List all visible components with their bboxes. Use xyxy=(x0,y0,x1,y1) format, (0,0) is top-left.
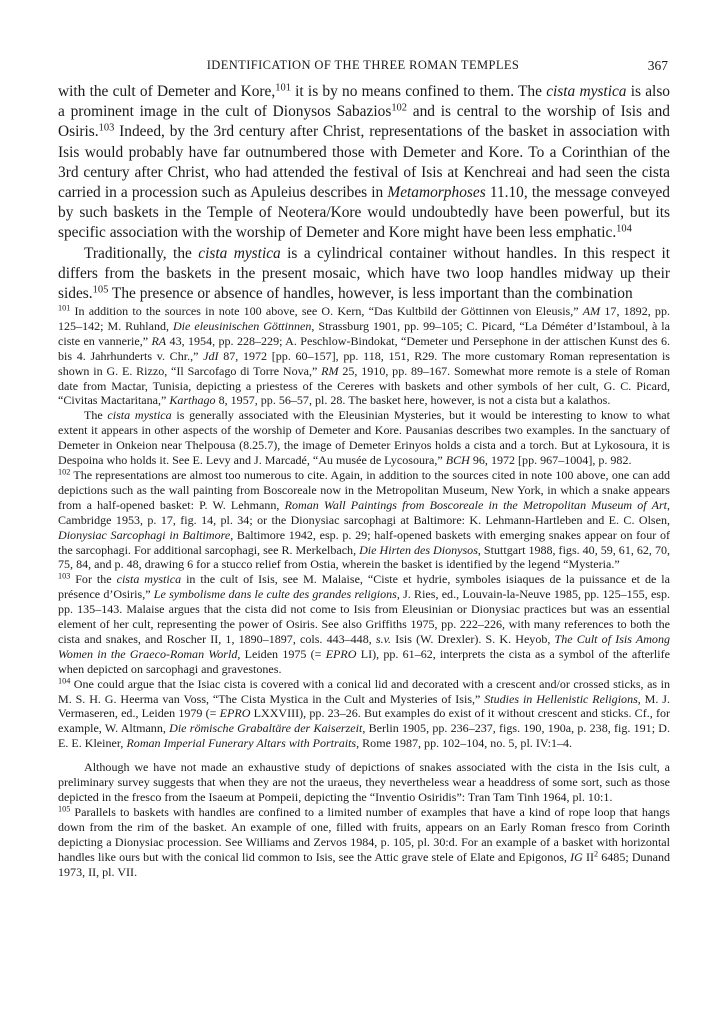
text-run: 96, 1972 [pp. 967–1004], p. 982. xyxy=(469,453,632,468)
text-run: , Berlin 1905, pp. 236–237, figs. 190, 190a, p. 238, fig. 191; D. E. E. Kleiner, xyxy=(58,721,670,751)
text-run: One could argue that the Isiac cista is covered with a conical lid and decorated with a crescent and/or crossed sticks, as in M. S. H. G. Heerma van Voss, “The Cista Mystica in the Cult and Mysteries of Isis,” xyxy=(58,676,670,706)
italic-title: Metamorphoses xyxy=(387,184,486,202)
text-run: it is by no means confined to them. The xyxy=(290,83,547,100)
text-run: LI), pp. 61–62, interprets the cista as a symbol of the afterlife when depicted on sarcophagi and gravestones. xyxy=(58,646,670,676)
italic-term: cista mystica xyxy=(198,244,281,262)
text-run: In addition to the sources in note 100 above, see O. Kern, “Das Kultbild der Göttinnen von Eleusis,” xyxy=(70,304,583,318)
italic-title: Dionysiac Sarcophagi in Baltimore xyxy=(58,527,231,542)
italic-title: EPRO xyxy=(325,646,357,661)
text-run: , Leiden 1975 (= xyxy=(237,646,326,661)
footnote-102 xyxy=(58,468,670,572)
italic-title: Roman Wall Paintings from Boscoreale in the Metropolitan Museum of Art xyxy=(284,497,667,512)
footnote-number: 103 xyxy=(58,571,71,581)
text-run: 8, 1957, pp. 56–57, pl. 28. The basket here, however, is not a cista but a kalathos. xyxy=(215,393,611,408)
italic-title: Le symbolisme dans le culte des grandes religions xyxy=(153,587,397,602)
italic-title: IG xyxy=(570,849,583,864)
main-text xyxy=(58,82,670,304)
italic-title: BCH xyxy=(445,453,470,468)
footnote-103 xyxy=(58,572,670,676)
superscript: 2 xyxy=(594,849,599,859)
text-run: For the xyxy=(70,572,117,587)
text-run: 17, 1892, pp. 125–142; M. Ruhland, xyxy=(58,304,670,333)
footnote-104-continuation: Although we have not made an exhaustive study of depictions of snakes associated with the cista in the Isis cult, a preliminary survey suggests that when they are not the uraeus, they nevertheless wear a headdress of some sort, such as those depicted in the fresco from the Isaeum at Pompeii, depicting the “Inventio Osiridis”: Tran Tam Tinh 1964, pl. 10:1. xyxy=(58,760,670,804)
text-run: Indeed, by the 3rd century after Christ, representations of the basket in association with Isis would probably have far outnumbered those with Demeter and Kore. To a Corinthian of the 3rd century after Christ, who had attended the festival of Isis at Kenchreai and had seen the cista carried in a procession such as Apuleius describes in xyxy=(58,123,670,202)
running-head xyxy=(58,58,668,76)
footnote-number: 104 xyxy=(58,676,71,686)
footnote-ref-104[interactable]: 104 xyxy=(616,223,632,235)
footnotes xyxy=(58,304,670,879)
text-run: is also a prominent image in the cult of Dionysos Sabazios xyxy=(58,83,671,121)
footnote-105 xyxy=(58,805,670,880)
italic-title: EPRO xyxy=(219,706,251,721)
footnote-101 xyxy=(58,304,670,408)
text-run: and is central to the worship of Isis and Osiris. xyxy=(58,103,670,141)
footnote-101-continuation xyxy=(58,408,670,468)
running-title: IDENTIFICATION OF THE THREE ROMAN TEMPLES xyxy=(206,58,520,72)
text-run: II xyxy=(582,849,594,864)
italic-title: Roman Imperial Funerary Altars with Portraits xyxy=(126,736,357,751)
italic-title: RM xyxy=(321,363,339,378)
text-run: , Strassburg 1901, pp. 99–105; C. Picard, “La Déméter d’Istamboul, à la ciste en vannerie,” xyxy=(58,318,670,348)
text-run: Isis (W. Drexler). S. K. Heyob, xyxy=(391,631,555,646)
text-run: , J. Ries, ed., Louvain-la-Neuve 1985, pp. 125–155, esp. pp. 135–143. Malaise argues that the cista did not come to Isis from Eleusinian or Dionysiac practices but was an essential element of her cult, representing the power of Osiris. See also Griffiths 1975, pp. 222–226, with many references to both the cista and snakes, and Roscher II, 1, 1890–1897, cols. 443–448, xyxy=(58,587,671,646)
text-run: is a cylindrical container without handles. In this respect it differs from the baskets in the present mosaic, which have two loop handles midway up their sides. xyxy=(58,244,670,303)
text-run: in the cult of Isis, see M. Malaise, “Ciste et hydrie, symboles isiaques de la puissance et de la présence d’Osiris,” xyxy=(58,572,670,602)
text-run: LXXVIII), pp. 23–26. But examples do exist of it without crescent and sticks. Cf., for example, W. Altmann, xyxy=(58,706,670,736)
paragraph-1 xyxy=(58,82,670,244)
text-run: The presence or absence of handles, however, is less important than the combination xyxy=(108,285,633,303)
italic-term: cista mystica xyxy=(116,572,182,587)
text-run: , Cambridge 1953, p. 17, fig. 14, pl. 34; or the Dionysiac sarcophagi at Baltimore: K. Lehmann-Hartleben and E. C. Olsen, xyxy=(58,497,671,527)
text-run: Traditionally, the xyxy=(84,244,199,262)
text-run: , Baltimore 1942, esp. p. 29; half-opened baskets with emerging snakes appear on four of the sarcophagi. For additional sarcophagi, see R. Merkelbach, xyxy=(58,527,670,557)
text-run: 43, 1954, pp. 228–229; A. Peschlow-Bindokat, “Demeter und Persephone in der attischen Kunst des 6. bis 4. Jahrhunderts v. Chr.,” xyxy=(58,333,671,363)
text-run: is generally associated with the Eleusinian Mysteries, but it would be interesting to know to what extent it appears in other aspects of the worship of Demeter and Kore. Pausanias describes two examples. In the sanctuary of Demeter in Onkeion near Thelpousa (8.25.7), the image of Demeter Erinyos holds a cista and a torch. But at Lykosoura, it is Despoina who holds it. See E. Levy and J. Marcadé, “Au musée de Lycosoura,” xyxy=(58,408,670,468)
italic-title: The Cult of Isis Among Women in the Graeco-Roman World xyxy=(58,631,671,661)
text-run: 87, 1972 [pp. 60–157], pp. 118, 151, R29. The more customary Roman representation is shown in G. E. Rizzo, “Il Sarcofago di Torre Nova,” xyxy=(58,348,670,378)
footnote-ref-105[interactable]: 105 xyxy=(92,284,109,296)
italic-title: JdI xyxy=(203,348,219,363)
footnote-104 xyxy=(58,677,670,752)
italic-term: cista mystica xyxy=(107,408,172,423)
italic-title: Studies in Hellenistic Religions xyxy=(484,691,638,706)
text-run: 25, 1910, pp. 89–167. Somewhat more remote is a stele of Roman date from Mactar, Tunisia, depicting a priestess of the Cereres with baskets and other symbols of her cult, G. C. Picard, “Civitas Mactaritana,” xyxy=(58,363,670,408)
italic-title: Die eleusinischen Göttinnen xyxy=(172,318,312,333)
text-run: 6485; Dunand 1973, II, pl. VII. xyxy=(58,849,670,879)
footnote-number: 105 xyxy=(58,804,71,814)
page-number: 367 xyxy=(647,58,668,73)
text-run: , Rome 1987, pp. 102–104, no. 5, pl. IV:1–4. xyxy=(356,736,573,751)
footnote-number: 101 xyxy=(58,303,71,313)
footnote-ref-102[interactable]: 102 xyxy=(391,102,408,114)
text-run: with the cult of Demeter and Kore, xyxy=(58,83,276,100)
italic-term: cista mystica xyxy=(546,83,627,100)
italic-title: Die Hirten des Dionysos xyxy=(359,542,478,557)
text-run: , M. J. Vermaseren, ed., Leiden 1979 (= xyxy=(58,691,670,721)
text-run: Parallels to baskets with handles are confined to a limited number of examples that have a kind of rope loop that hangs down from the rim of the basket. An example of one, filled with fruits, appears on an Early Roman fresco from Corinth depicting a Dionysiac procession. See Williams and Zervos 1984, p. 105, pl. 30:d. For an example of a basket with horizontal handles like ours but with the conical lid common to Isis, see the Attic grave stele of Elate and Epigonos, xyxy=(58,804,670,864)
italic-title: Die römische Grabaltäre der Kaiserzeit xyxy=(169,721,363,736)
paragraph-2 xyxy=(58,244,670,305)
italic-title: Karthago xyxy=(169,393,216,408)
text-run: The xyxy=(84,408,108,423)
footnote-number: 102 xyxy=(58,467,71,477)
text-run: , Stuttgart 1988, figs. 40, 59, 61, 62, 70, 75, 84, and p. 48, drawing 6 for a stucco relief from Ostia, wherein the basket is identified by the legend “Mysteria.” xyxy=(58,542,671,572)
italic-abbrev: s.v. xyxy=(375,631,392,646)
italic-title: RA xyxy=(151,333,167,348)
text-run: 11.10, the message conveyed by such baskets in the Temple of Neotera/Kore would undoubtedly have been powerful, but its specific association with the worship of Demeter and Kore might have been less emphatic. xyxy=(58,184,670,242)
italic-title: AM xyxy=(582,304,601,318)
footnote-ref-101[interactable]: 101 xyxy=(275,82,291,94)
footnote-ref-103[interactable]: 103 xyxy=(98,122,115,134)
text-run: The representations are almost too numerous to cite. Again, in addition to the sources cited in note 100 above, one can add depictions such as the wall painting from Boscoreale now in the Metropolitan Museum, New York, in which a snake appears from a half-opened basket: P. W. Lehmann, xyxy=(58,467,670,512)
